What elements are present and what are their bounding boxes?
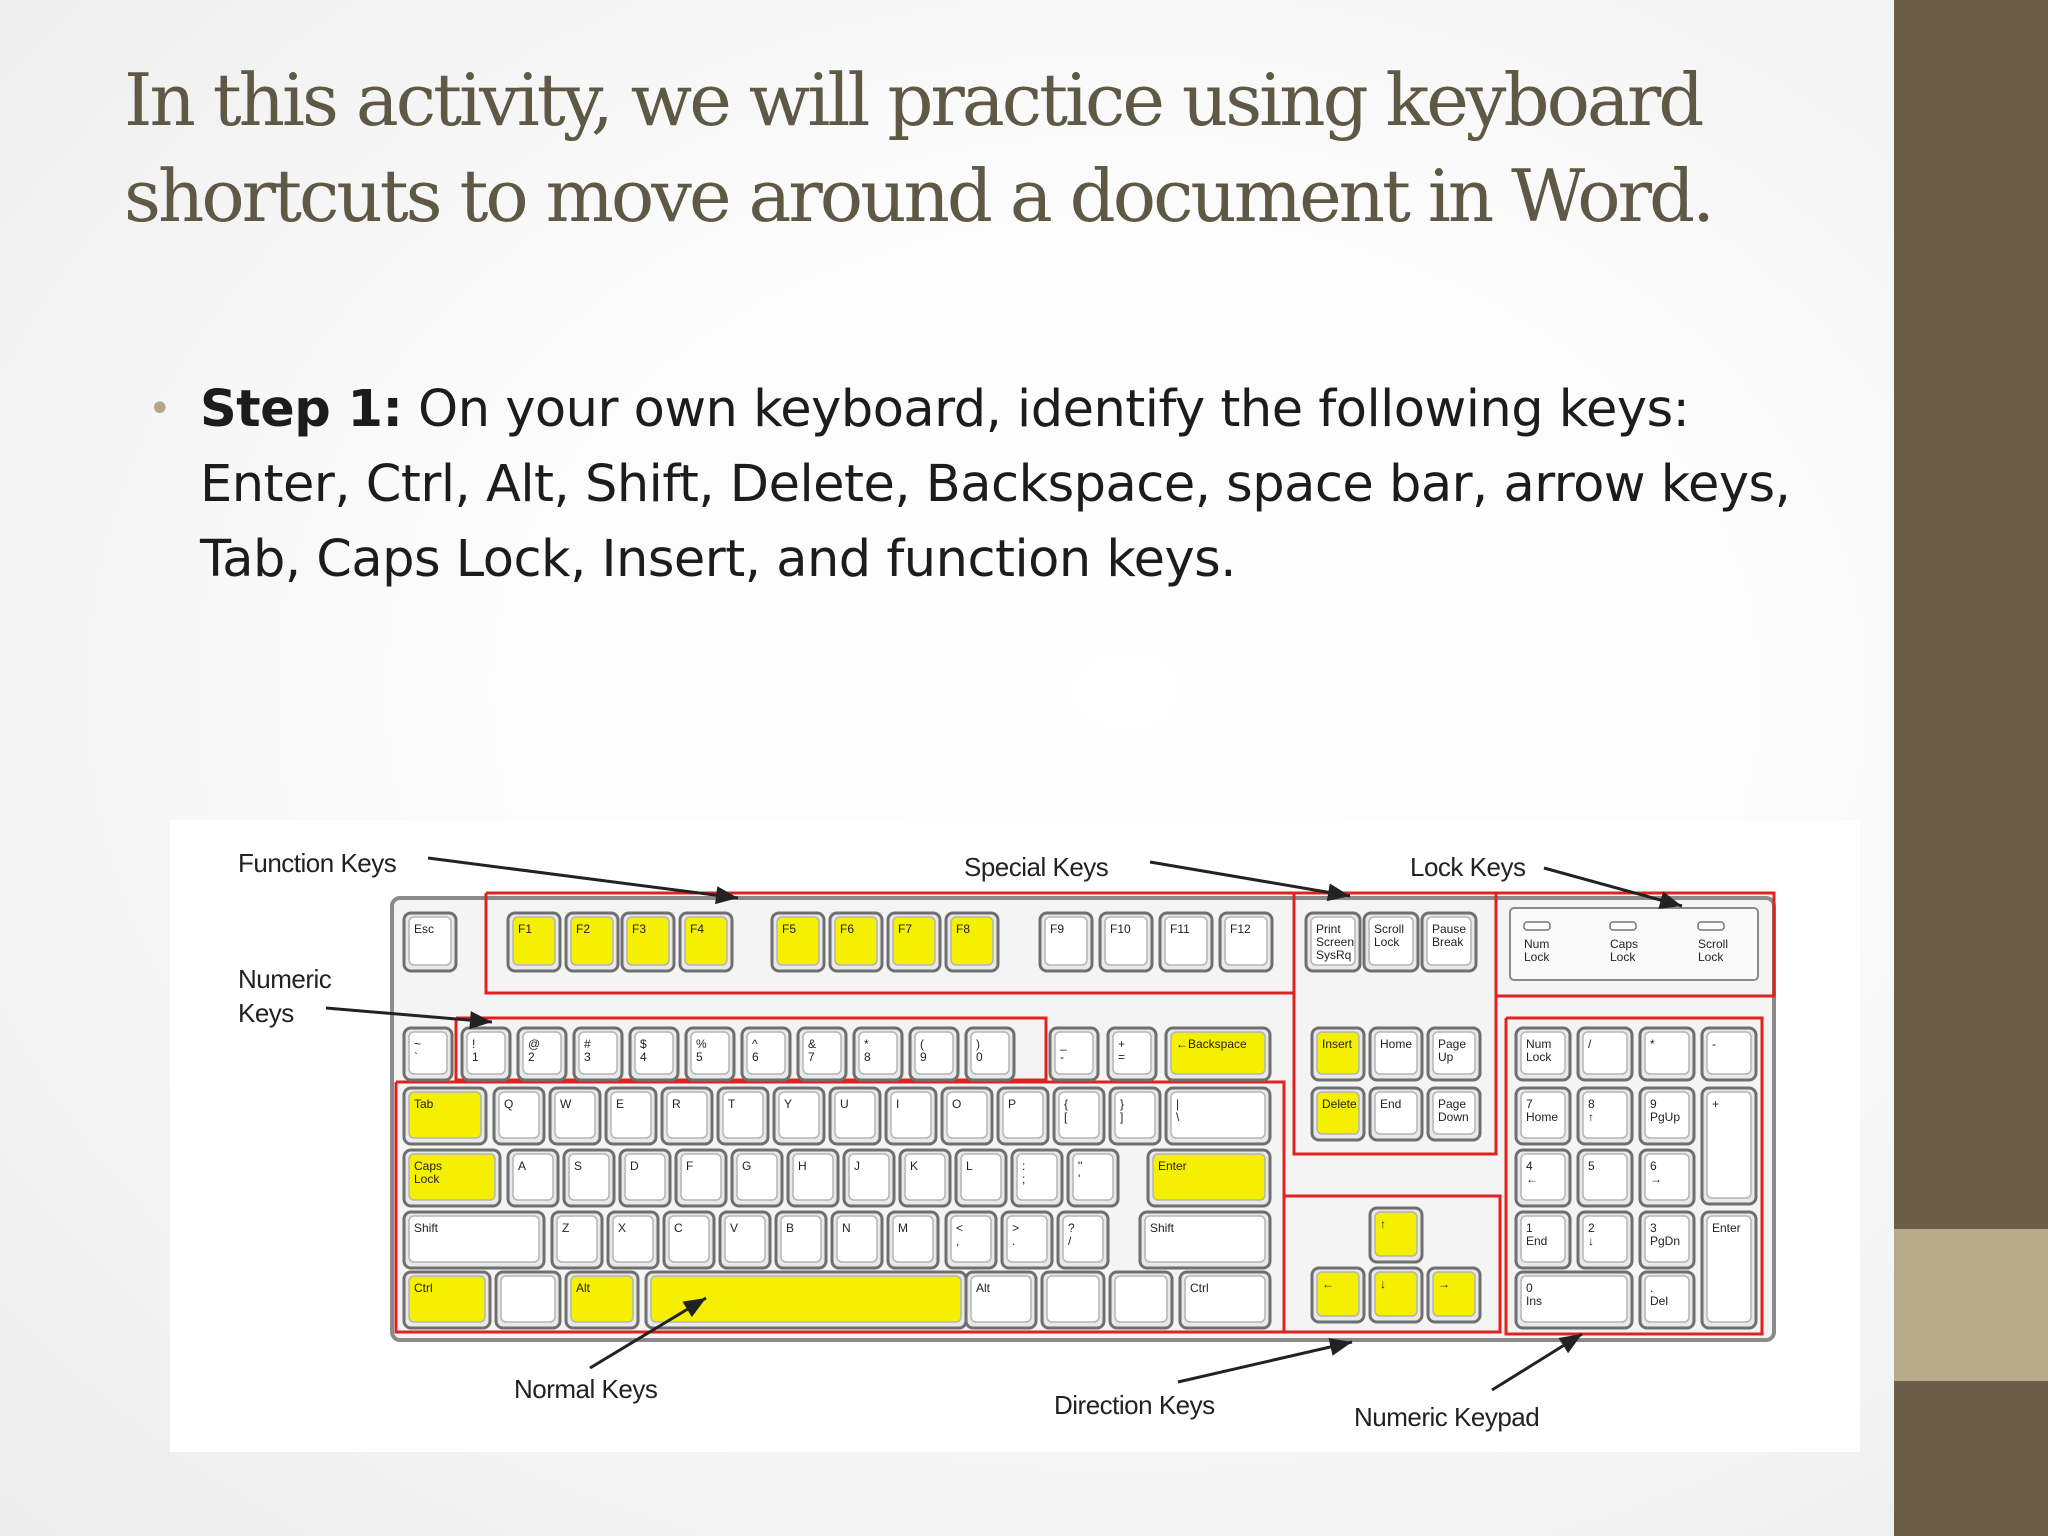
key-page-up-label: Page [1438, 1037, 1467, 1051]
label-normal-keys: Normal Keys [514, 1374, 658, 1404]
key-f3-label: F3 [632, 922, 647, 936]
key-a-label: A [518, 1159, 527, 1173]
key-scroll-lock-label: Lock [1374, 935, 1400, 949]
key-f8 [946, 913, 998, 971]
label-numeric-keys-1: Numeric [238, 964, 332, 994]
key-pause-break [1422, 913, 1476, 971]
key-num-2 [518, 1028, 566, 1080]
key-b-label: B [786, 1221, 795, 1235]
key-k [900, 1150, 950, 1206]
key-f7 [888, 913, 940, 971]
key-f2-label: F2 [576, 922, 591, 936]
key-g-label: G [742, 1159, 752, 1173]
key-quote-label: ' [1078, 1172, 1081, 1186]
key-f10 [1100, 913, 1152, 971]
key-np-minus-label: - [1712, 1037, 1716, 1051]
label-special-keys: Special Keys [964, 852, 1109, 882]
key-np-2-label: 2 [1588, 1221, 1595, 1235]
label-lock-keys: Lock Keys [1410, 852, 1526, 882]
key-arrow-up [1370, 1208, 1422, 1262]
key-esc [404, 913, 456, 971]
key-comma-label: , [956, 1234, 960, 1248]
key-np-dot [1640, 1272, 1694, 1328]
key-arrow-right-label: → [1438, 1277, 1450, 1291]
key-rbracket-label: ] [1120, 1110, 1124, 1124]
key-j-label: J [854, 1159, 860, 1173]
key-backtick-label: ~ [414, 1037, 422, 1051]
key-f5 [772, 913, 824, 971]
key-lbracket-label: { [1064, 1097, 1069, 1111]
key-backspace [1166, 1028, 1270, 1080]
key-end [1370, 1088, 1422, 1140]
key-w-label: W [560, 1097, 572, 1111]
key-caps-lock-label: Caps [414, 1159, 443, 1173]
key-rbracket-label: } [1120, 1097, 1125, 1111]
slide-title-line-1: In this activity, we will practice using keyboard [124, 58, 1702, 142]
key-minus-label: _ [1060, 1037, 1067, 1051]
key-i [886, 1088, 936, 1144]
key-num-1-label: 1 [472, 1050, 479, 1064]
key-num-9 [910, 1028, 958, 1080]
key-num-0-label: 0 [976, 1050, 983, 1064]
label-function-keys: Function Keys [238, 848, 397, 878]
svg-text:Lock: Lock [1698, 950, 1724, 964]
key-f11-label: F11 [1170, 922, 1190, 936]
key-u [830, 1088, 880, 1144]
key-f6 [830, 913, 882, 971]
key-num-4-label: 4 [640, 1050, 647, 1064]
key-f6-label: F6 [840, 922, 855, 936]
key-c-label: C [674, 1221, 683, 1235]
key-num-lock-label: Num [1526, 1037, 1552, 1051]
key-np-slash [1578, 1028, 1632, 1080]
key-comma [946, 1212, 996, 1268]
key-num-6-label: ^ [752, 1037, 758, 1051]
key-s-label: S [574, 1159, 583, 1173]
key-q-label: Q [504, 1097, 514, 1111]
key-np-9-label: 9 [1650, 1097, 1657, 1111]
svg-text:Scroll: Scroll [1698, 937, 1729, 951]
key-minus [1050, 1028, 1098, 1080]
key-num-4-label: $ [640, 1037, 647, 1051]
key-num-8 [854, 1028, 902, 1080]
key-b [776, 1212, 826, 1268]
key-arrow-left-label: ← [1322, 1277, 1334, 1291]
key-num-3 [574, 1028, 622, 1080]
key-v-label: V [730, 1221, 739, 1235]
key-s [564, 1150, 614, 1206]
lock-lights-panel [1510, 908, 1758, 980]
key-v [720, 1212, 770, 1268]
key-backtick [404, 1028, 452, 1080]
key-quote-label: " [1078, 1159, 1083, 1173]
key-m [888, 1212, 938, 1268]
key-p-label: P [1008, 1097, 1017, 1111]
key-arrow-up-label: ↑ [1380, 1217, 1386, 1231]
key-num-8-label: * [864, 1037, 869, 1051]
keyboard-diagram [170, 820, 1860, 1452]
key-period-label: . [1012, 1234, 1016, 1248]
key-caps-lock [404, 1150, 500, 1206]
key-backslash-label: | [1176, 1097, 1180, 1111]
key-delete [1312, 1088, 1364, 1140]
key-f12 [1220, 913, 1272, 971]
key-f4 [680, 913, 732, 971]
caps-lock-light [1610, 922, 1638, 964]
key-page-up-label: Up [1438, 1050, 1454, 1064]
key-delete-label: Delete [1322, 1097, 1357, 1111]
key-np-9-label: PgUp [1650, 1110, 1681, 1124]
key-i-label: I [896, 1097, 900, 1111]
key-num-3-label: # [584, 1037, 591, 1051]
key-lbracket [1054, 1088, 1104, 1144]
key-period-label: > [1012, 1221, 1020, 1235]
key-page-down [1428, 1088, 1480, 1140]
key-tab [404, 1088, 486, 1144]
key-backspace-label: ←Backspace [1176, 1037, 1247, 1051]
key-f3 [622, 913, 674, 971]
key-f-label: F [686, 1159, 694, 1173]
key-pause-break-label: Pause [1432, 922, 1467, 936]
key-menu [1110, 1272, 1172, 1328]
key-np-4-label: 4 [1526, 1159, 1533, 1173]
key-np-star [1640, 1028, 1694, 1080]
key-lbracket-label: [ [1064, 1110, 1068, 1124]
key-np-2 [1578, 1212, 1632, 1268]
key-print-screen-label: SysRq [1316, 948, 1352, 962]
key-shift-left [404, 1212, 544, 1268]
key-m-label: M [898, 1221, 908, 1235]
key-quote [1068, 1150, 1118, 1206]
key-np-star-label: * [1650, 1037, 1655, 1051]
key-np-enter [1702, 1212, 1756, 1328]
key-x-label: X [618, 1221, 627, 1235]
key-np-1-label: 1 [1526, 1221, 1533, 1235]
key-np-1-label: End [1526, 1234, 1548, 1248]
key-r-label: R [672, 1097, 681, 1111]
key-print-screen-label: Print [1316, 922, 1341, 936]
bullet-text: On your own keyboard, identify the following keys: Enter, Ctrl, Alt, Shift, Delete, Backspace, space bar, arrow keys, Tab, Caps Lock, Insert, and function keys. [200, 380, 1791, 589]
key-np-7-label: Home [1526, 1110, 1559, 1124]
key-np-slash-label: / [1588, 1037, 1592, 1051]
key-z [552, 1212, 602, 1268]
key-alt-left-label: Alt [576, 1281, 591, 1295]
key-f [676, 1150, 726, 1206]
key-np-3-label: 3 [1650, 1221, 1657, 1235]
key-page-down-label: Down [1438, 1110, 1469, 1124]
key-arrow-down [1370, 1268, 1422, 1322]
key-np-5 [1578, 1150, 1632, 1206]
key-f1-label: F1 [518, 922, 533, 936]
slide-title [124, 52, 1824, 244]
key-equals [1108, 1028, 1156, 1080]
key-num-lock [1516, 1028, 1570, 1080]
key-f9 [1040, 913, 1092, 971]
key-caps-lock-label: Lock [414, 1172, 440, 1186]
key-np-enter-label: Enter [1712, 1221, 1741, 1235]
key-l [956, 1150, 1006, 1206]
key-win-left [496, 1272, 560, 1328]
key-tab-label: Tab [414, 1097, 434, 1111]
key-np-plus [1702, 1088, 1756, 1204]
key-arrow-right [1428, 1268, 1480, 1322]
key-ctrl-left-label: Ctrl [414, 1281, 433, 1295]
key-f9-label: F9 [1050, 922, 1065, 936]
key-y-label: Y [784, 1097, 793, 1111]
slide-title-line-2: shortcuts to move around a document in Word. [124, 154, 1713, 238]
key-period [1002, 1212, 1052, 1268]
key-n [832, 1212, 882, 1268]
key-l-label: L [966, 1159, 973, 1173]
bullet-marker: • [148, 386, 172, 432]
special-keys-arrow [1150, 862, 1350, 901]
svg-text:Caps: Caps [1610, 937, 1639, 951]
key-np-3-label: PgDn [1650, 1234, 1681, 1248]
key-k-label: K [910, 1159, 919, 1173]
key-print-screen-label: Screen [1316, 935, 1355, 949]
key-home-label: Home [1380, 1037, 1413, 1051]
key-f8-label: F8 [956, 922, 971, 936]
key-np-0 [1516, 1272, 1632, 1328]
key-num-0-label: ) [976, 1037, 980, 1051]
key-np-8-label: ↑ [1588, 1110, 1594, 1124]
key-slash [1058, 1212, 1108, 1268]
key-scroll-lock [1364, 913, 1418, 971]
key-num-9-label: 9 [920, 1050, 927, 1064]
key-np-3 [1640, 1212, 1694, 1268]
key-win-right [1042, 1272, 1104, 1328]
key-num-2-label: 2 [528, 1050, 535, 1064]
key-f10-label: F10 [1110, 922, 1131, 936]
key-num-7-label: & [808, 1037, 817, 1051]
key-print-screen [1306, 913, 1360, 971]
key-alt-right-label: Alt [976, 1281, 991, 1295]
key-j [844, 1150, 894, 1206]
key-rbracket [1110, 1088, 1160, 1144]
key-shift-right-label: Shift [1150, 1221, 1175, 1235]
key-equals-label: = [1118, 1050, 1126, 1064]
bullet-label: Step 1: [200, 380, 403, 439]
key-alt-left [566, 1272, 638, 1328]
key-np-4 [1516, 1150, 1570, 1206]
key-np-5-label: 5 [1588, 1159, 1595, 1173]
key-np-dot-label: . [1650, 1281, 1654, 1295]
key-o-label: O [952, 1097, 962, 1111]
key-semicolon-label: : [1022, 1159, 1026, 1173]
key-comma-label: < [956, 1221, 964, 1235]
key-backslash-label: \ [1176, 1110, 1180, 1124]
key-num-6-label: 6 [752, 1050, 759, 1064]
key-e [606, 1088, 656, 1144]
key-np-dot-label: Del [1650, 1294, 1669, 1308]
num-lock-light [1524, 922, 1550, 964]
key-np-8-label: 8 [1588, 1097, 1595, 1111]
key-num-4 [630, 1028, 678, 1080]
key-semicolon-label: ; [1022, 1172, 1026, 1186]
key-np-7 [1516, 1088, 1570, 1144]
key-minus-label: - [1060, 1050, 1064, 1064]
key-num-5-label: 5 [696, 1050, 703, 1064]
key-np-6 [1640, 1150, 1694, 1206]
key-np-6-label: → [1650, 1172, 1662, 1186]
key-insert [1312, 1028, 1364, 1080]
svg-text:Lock: Lock [1524, 950, 1550, 964]
key-c [664, 1212, 714, 1268]
key-u-label: U [840, 1097, 849, 1111]
key-enter [1148, 1150, 1270, 1206]
key-f5-label: F5 [782, 922, 797, 936]
key-esc-label: Esc [414, 922, 435, 936]
key-np-0-label: Ins [1526, 1294, 1543, 1308]
key-num-5 [686, 1028, 734, 1080]
key-np-9 [1640, 1088, 1694, 1144]
bullet-body [200, 372, 1808, 597]
label-direction-keys: Direction Keys [1054, 1390, 1215, 1420]
key-np-0-label: 0 [1526, 1281, 1533, 1295]
key-num-2-label: @ [528, 1037, 541, 1051]
key-end-label: End [1380, 1097, 1402, 1111]
key-slash-label: ? [1068, 1221, 1075, 1235]
key-num-7 [798, 1028, 846, 1080]
key-np-4-label: ← [1526, 1172, 1538, 1186]
key-alt-right [966, 1272, 1036, 1328]
key-page-up [1428, 1028, 1480, 1080]
key-np-7-label: 7 [1526, 1097, 1533, 1111]
svg-text:Num: Num [1524, 937, 1550, 951]
key-arrow-down-label: ↓ [1380, 1277, 1386, 1291]
key-np-plus-label: + [1712, 1097, 1720, 1111]
key-num-8-label: 8 [864, 1050, 871, 1064]
direction-keys-arrow [1178, 1338, 1352, 1382]
key-f12-label: F12 [1230, 922, 1251, 936]
key-home [1370, 1028, 1422, 1080]
key-f2 [566, 913, 618, 971]
key-scroll-lock-label: Scroll [1374, 922, 1405, 936]
key-equals-label: + [1118, 1037, 1126, 1051]
key-t [718, 1088, 768, 1144]
key-f7-label: F7 [898, 922, 913, 936]
key-ctrl-right-label: Ctrl [1190, 1281, 1209, 1295]
key-semicolon [1012, 1150, 1062, 1206]
key-x [608, 1212, 658, 1268]
key-np-1 [1516, 1212, 1570, 1268]
key-h [788, 1150, 838, 1206]
key-np-2-label: ↓ [1588, 1234, 1594, 1248]
key-slash-label: / [1068, 1234, 1072, 1248]
label-numeric-keypad: Numeric Keypad [1354, 1402, 1540, 1432]
keyboard-diagram-svg [170, 820, 1860, 1452]
key-ctrl-right [1180, 1272, 1270, 1328]
key-page-down-label: Page [1438, 1097, 1467, 1111]
key-num-5-label: % [696, 1037, 707, 1051]
key-d-label: D [630, 1159, 639, 1173]
svg-text:Lock: Lock [1610, 950, 1636, 964]
key-np-6-label: 6 [1650, 1159, 1657, 1173]
key-o [942, 1088, 992, 1144]
key-num-6 [742, 1028, 790, 1080]
key-a [508, 1150, 558, 1206]
key-backtick-label: ` [414, 1050, 418, 1064]
key-num-3-label: 3 [584, 1050, 591, 1064]
key-num-9-label: ( [920, 1037, 924, 1051]
key-ctrl-left [404, 1272, 490, 1328]
key-f4-label: F4 [690, 922, 705, 936]
key-np-8 [1578, 1088, 1632, 1144]
key-h-label: H [798, 1159, 807, 1173]
key-arrow-left [1312, 1268, 1364, 1322]
key-enter-label: Enter [1158, 1159, 1187, 1173]
bullet-step-1 [148, 372, 1808, 597]
key-f1 [508, 913, 560, 971]
key-z-label: Z [562, 1221, 570, 1235]
key-r [662, 1088, 712, 1144]
key-p [998, 1088, 1048, 1144]
label-numeric-keys-2: Keys [238, 998, 294, 1028]
key-num-lock-label: Lock [1526, 1050, 1552, 1064]
key-w [550, 1088, 600, 1144]
key-f11 [1160, 913, 1212, 971]
key-backslash [1166, 1088, 1270, 1144]
key-num-7-label: 7 [808, 1050, 815, 1064]
numeric-keypad-arrow [1492, 1334, 1582, 1390]
key-y [774, 1088, 824, 1144]
key-q [494, 1088, 544, 1144]
key-n-label: N [842, 1221, 851, 1235]
side-decoration-accent [1894, 1229, 2048, 1381]
key-d [620, 1150, 670, 1206]
key-np-minus [1702, 1028, 1756, 1080]
key-shift-right [1140, 1212, 1270, 1268]
key-insert-label: Insert [1322, 1037, 1353, 1051]
key-g [732, 1150, 782, 1206]
key-e-label: E [616, 1097, 625, 1111]
key-num-1 [462, 1028, 510, 1080]
key-shift-left-label: Shift [414, 1221, 439, 1235]
key-pause-break-label: Break [1432, 935, 1464, 949]
key-num-0 [966, 1028, 1014, 1080]
key-t-label: T [728, 1097, 736, 1111]
key-num-1-label: ! [472, 1037, 476, 1051]
